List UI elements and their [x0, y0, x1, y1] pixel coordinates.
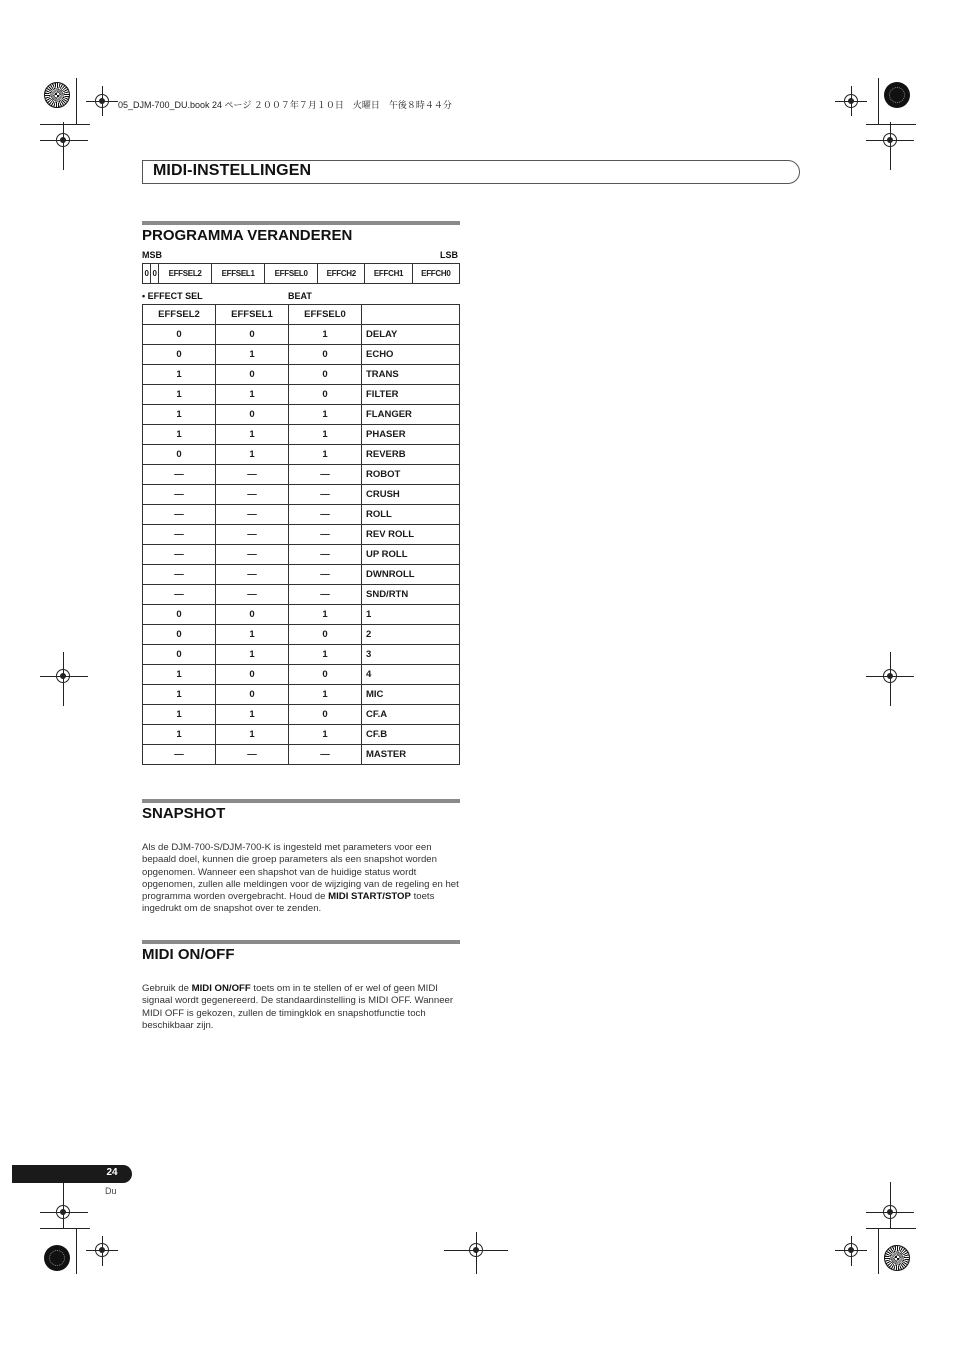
bit-value-cell: 1 — [216, 645, 289, 665]
bit-value-cell: 0 — [289, 665, 362, 685]
column-header — [362, 305, 460, 325]
table-row — [143, 625, 460, 645]
effect-name-cell: MASTER — [362, 745, 460, 765]
bit-value-cell: 0 — [289, 365, 362, 385]
bit-value-cell: 1 — [216, 725, 289, 745]
table-row — [143, 585, 460, 605]
bit-value-cell: — — [143, 585, 216, 605]
effect-name-cell: ECHO — [362, 345, 460, 365]
bit-value-cell: — — [216, 545, 289, 565]
bit-value-cell: 0 — [289, 625, 362, 645]
bit-cell: 0 — [143, 264, 151, 284]
crosshair-icon — [56, 133, 70, 147]
bit-value-cell: 0 — [143, 645, 216, 665]
section-title-snapshot: SNAPSHOT — [142, 805, 226, 822]
bit-cell: EFFSEL0 — [265, 264, 318, 284]
section-title-programma: PROGRAMMA VERANDEREN — [142, 227, 353, 244]
bit-value-cell: — — [289, 745, 362, 765]
bit-value-cell: 1 — [216, 385, 289, 405]
bit-value-cell: 1 — [289, 425, 362, 445]
bit-value-cell: 1 — [143, 725, 216, 745]
lsb-label: LSB — [440, 250, 458, 260]
bit-value-cell: 0 — [289, 385, 362, 405]
table-row — [143, 385, 460, 405]
midi-onoff-text: Gebruik de — [142, 983, 192, 994]
bit-value-cell: 1 — [216, 445, 289, 465]
table-row — [143, 345, 460, 365]
bit-value-cell: 1 — [216, 345, 289, 365]
effect-name-cell: SND/RTN — [362, 585, 460, 605]
registration-dot-icon — [884, 82, 910, 108]
registration-burst-icon — [884, 1245, 910, 1271]
crosshair-icon — [883, 1205, 897, 1219]
effect-name-cell: FLANGER — [362, 405, 460, 425]
bit-cell: 0 — [151, 264, 159, 284]
bit-value-cell: 1 — [216, 425, 289, 445]
bit-value-cell: 0 — [143, 625, 216, 645]
effect-name-cell: PHASER — [362, 425, 460, 445]
table-row — [143, 485, 460, 505]
bit-value-cell: — — [143, 745, 216, 765]
bit-value-cell: 0 — [143, 445, 216, 465]
crosshair-icon — [469, 1243, 483, 1257]
bit-value-cell: — — [143, 565, 216, 585]
bit-value-cell: — — [289, 505, 362, 525]
column-header: EFFSEL1 — [216, 305, 289, 325]
effect-name-cell: MIC — [362, 685, 460, 705]
table-row — [143, 565, 460, 585]
bit-value-cell: 0 — [143, 345, 216, 365]
column-header: EFFSEL2 — [143, 305, 216, 325]
section-rule — [142, 940, 460, 944]
table-row — [143, 725, 460, 745]
table-row — [143, 525, 460, 545]
effect-name-cell: CF.A — [362, 705, 460, 725]
bit-value-cell: 1 — [216, 705, 289, 725]
table-row — [143, 505, 460, 525]
effect-name-cell: 3 — [362, 645, 460, 665]
effect-name-cell: 2 — [362, 625, 460, 645]
bit-value-cell: 0 — [216, 405, 289, 425]
page-number: 24 — [106, 1167, 118, 1178]
crosshair-icon — [844, 94, 858, 108]
table-row — [143, 545, 460, 565]
effect-name-cell: DELAY — [362, 325, 460, 345]
bit-value-cell: 1 — [143, 385, 216, 405]
effect-name-cell: ROLL — [362, 505, 460, 525]
file-header: 05_DJM-700_DU.book 24 ページ ２００７年７月１０日 火曜日 午後８時４４分 — [118, 100, 452, 110]
crosshair-icon — [844, 1243, 858, 1257]
bit-value-cell: 1 — [143, 705, 216, 725]
bit-cell: EFFCH1 — [365, 264, 412, 284]
effect-name-cell: TRANS — [362, 365, 460, 385]
bit-value-cell: 0 — [289, 345, 362, 365]
table-row — [143, 665, 460, 685]
bit-value-cell: 1 — [289, 405, 362, 425]
effect-name-cell: REVERB — [362, 445, 460, 465]
section-title-midi-onoff: MIDI ON/OFF — [142, 946, 235, 963]
table-row — [143, 465, 460, 485]
midi-start-stop-key: MIDI START/STOP — [328, 891, 411, 903]
bit-value-cell: — — [143, 525, 216, 545]
crosshair-icon — [56, 669, 70, 683]
section-rule — [142, 221, 460, 225]
table-row — [143, 325, 460, 345]
crosshair-icon — [883, 669, 897, 683]
bit-value-cell: 0 — [216, 605, 289, 625]
bit-value-cell: — — [216, 505, 289, 525]
bit-value-cell: — — [216, 745, 289, 765]
bit-value-cell: — — [143, 485, 216, 505]
bit-value-cell: — — [143, 465, 216, 485]
table-row — [143, 705, 460, 725]
crosshair-icon — [95, 94, 109, 108]
effect-name-cell: REV ROLL — [362, 525, 460, 545]
snapshot-text: toets ingedrukt om de snapshot over te zenden. — [142, 891, 435, 915]
table-row — [143, 645, 460, 665]
bit-value-cell: — — [289, 485, 362, 505]
bit-value-cell: — — [289, 465, 362, 485]
bit-value-cell: 1 — [143, 405, 216, 425]
table-row — [143, 605, 460, 625]
table-row — [143, 425, 460, 445]
bit-layout-table — [142, 263, 460, 284]
bit-value-cell: — — [216, 565, 289, 585]
midi-onoff-key: MIDI ON/OFF — [191, 983, 251, 994]
bit-value-cell: 0 — [143, 605, 216, 625]
effect-name-cell: 1 — [362, 605, 460, 625]
bit-value-cell: 0 — [216, 325, 289, 345]
bit-value-cell: — — [216, 525, 289, 545]
table-row — [143, 445, 460, 465]
beat-label: BEAT — [288, 291, 312, 301]
bit-value-cell: — — [289, 585, 362, 605]
bit-value-cell: 1 — [289, 605, 362, 625]
table-header-row — [143, 305, 460, 325]
bit-cell: EFFCH0 — [412, 264, 459, 284]
crosshair-icon — [883, 133, 897, 147]
column-header: EFFSEL0 — [289, 305, 362, 325]
bit-value-cell: 0 — [143, 325, 216, 345]
table-row — [143, 405, 460, 425]
registration-burst-icon — [44, 82, 70, 108]
bit-value-cell: 0 — [216, 665, 289, 685]
bit-cell: EFFSEL2 — [159, 264, 212, 284]
midi-onoff-paragraph — [142, 983, 460, 1032]
bit-value-cell: — — [289, 545, 362, 565]
bit-cell: EFFCH2 — [318, 264, 365, 284]
bit-value-cell: 0 — [289, 705, 362, 725]
table-row — [143, 745, 460, 765]
msb-label: MSB — [142, 250, 162, 260]
section-rule — [142, 799, 460, 803]
bit-value-cell: 1 — [289, 685, 362, 705]
registration-dot-icon — [44, 1245, 70, 1271]
crosshair-icon — [56, 1205, 70, 1219]
bit-value-cell: — — [216, 465, 289, 485]
bit-value-cell: 1 — [143, 685, 216, 705]
snapshot-paragraph — [142, 842, 460, 916]
bit-value-cell: 1 — [143, 665, 216, 685]
midi-onoff-text: toets om in te stellen of er wel of geen MIDI signaal wordt gegenereerd. De standaardinstelling is MIDI OFF. Wanneer MIDI OFF is gekozen, zullen de timingklok en snapshotfunctie toch beschikbaar zijn. — [142, 983, 454, 1031]
table-row — [143, 685, 460, 705]
bit-value-cell: — — [216, 585, 289, 605]
bit-value-cell: 1 — [289, 645, 362, 665]
bit-cell: EFFSEL1 — [212, 264, 265, 284]
bit-value-cell: 1 — [289, 325, 362, 345]
effect-select-table — [142, 304, 460, 765]
effect-name-cell: CRUSH — [362, 485, 460, 505]
bit-value-cell: 1 — [143, 425, 216, 445]
chapter-title: MIDI-INSTELLINGEN — [153, 162, 312, 179]
bit-value-cell: — — [216, 485, 289, 505]
bit-value-cell: — — [143, 505, 216, 525]
bit-value-cell: — — [289, 565, 362, 585]
bit-value-cell: — — [289, 525, 362, 545]
language-code: Du — [105, 1186, 117, 1196]
table-row — [143, 264, 460, 284]
bit-value-cell: 0 — [216, 685, 289, 705]
effect-name-cell: 4 — [362, 665, 460, 685]
bit-value-cell: 1 — [289, 445, 362, 465]
effect-sel-label: • EFFECT SEL — [142, 291, 203, 301]
effect-name-cell: FILTER — [362, 385, 460, 405]
table-row — [143, 365, 460, 385]
effect-name-cell: CF.B — [362, 725, 460, 745]
bit-value-cell: 1 — [216, 625, 289, 645]
bit-value-cell: — — [143, 545, 216, 565]
effect-name-cell: ROBOT — [362, 465, 460, 485]
bit-value-cell: 1 — [143, 365, 216, 385]
snapshot-text: Als de DJM-700-S/DJM-700-K is ingesteld met parameters voor een bepaald doel, kunnen die groep parameters als een snapshot worden opgenomen. Wanneer een shapshot van de huidige status wordt opgenomen, zullen alle meldingen voor de wijziging van de regeling en het programma worden overgebracht. Houd de — [142, 842, 459, 903]
effect-name-cell: DWNROLL — [362, 565, 460, 585]
crosshair-icon — [95, 1243, 109, 1257]
effect-name-cell: UP ROLL — [362, 545, 460, 565]
bit-value-cell: 0 — [216, 365, 289, 385]
bit-value-cell: 1 — [289, 725, 362, 745]
